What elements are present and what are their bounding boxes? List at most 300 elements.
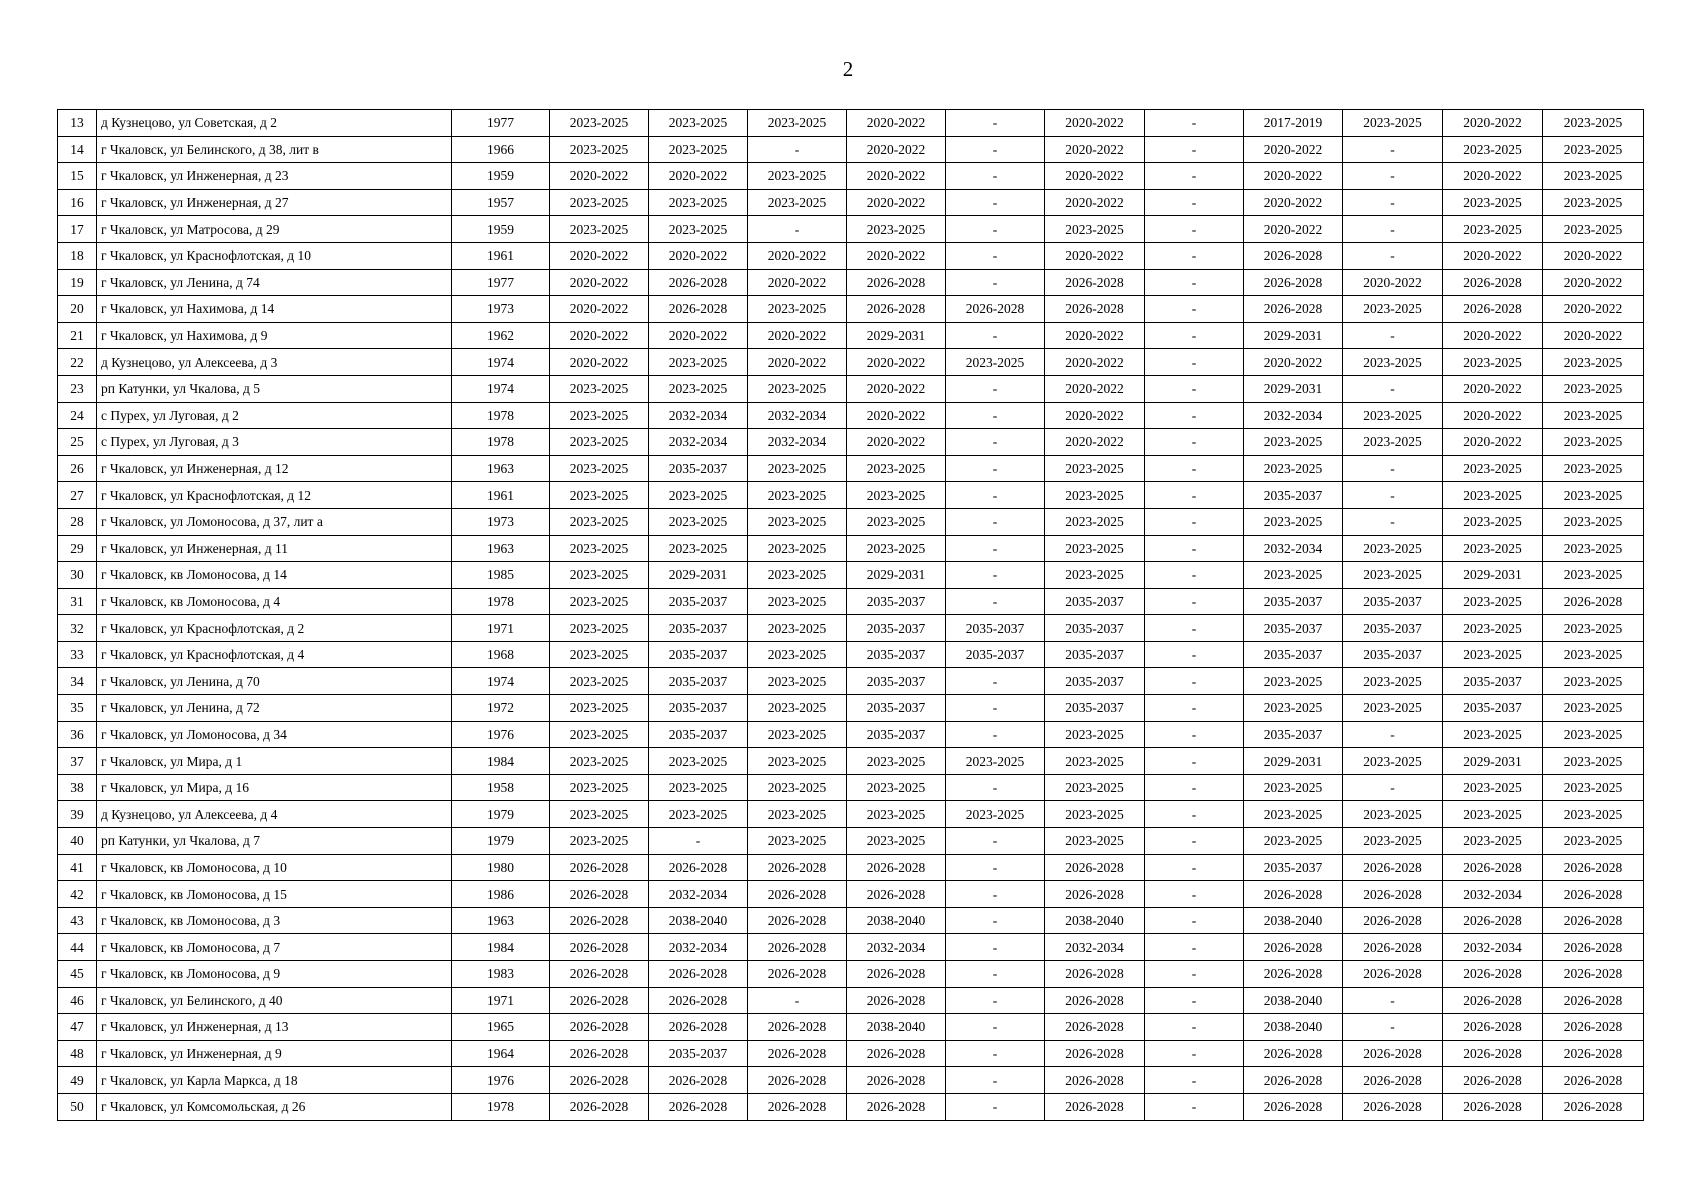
period-cell: - xyxy=(946,429,1045,456)
period-cell: 2023-2025 xyxy=(1045,828,1145,855)
period-cell: 2023-2025 xyxy=(1443,535,1543,562)
period-cell: 2026-2028 xyxy=(1543,1014,1644,1041)
period-cell: 2035-2037 xyxy=(946,615,1045,642)
table-row xyxy=(58,562,1644,589)
period-cell: 2023-2025 xyxy=(1543,774,1644,801)
period-cell: 2035-2037 xyxy=(847,668,946,695)
address-cell: г Чкаловск, кв Ломоносова, д 7 xyxy=(97,934,452,961)
period-cell: 2026-2028 xyxy=(1045,269,1145,296)
period-cell: 2029-2031 xyxy=(1443,562,1543,589)
period-cell: - xyxy=(946,721,1045,748)
period-cell: 2023-2025 xyxy=(748,588,847,615)
period-cell: - xyxy=(1343,216,1443,243)
year-cell: 1984 xyxy=(452,748,550,775)
period-cell: - xyxy=(946,269,1045,296)
year-cell: 1976 xyxy=(452,1067,550,1094)
period-cell: 2026-2028 xyxy=(1045,961,1145,988)
row-number-cell: 32 xyxy=(58,615,97,642)
period-cell: 2023-2025 xyxy=(1443,641,1543,668)
period-cell: - xyxy=(946,934,1045,961)
period-cell: 2023-2025 xyxy=(748,641,847,668)
period-cell: 2035-2037 xyxy=(847,721,946,748)
table-row xyxy=(58,216,1644,243)
period-cell: 2026-2028 xyxy=(550,987,649,1014)
address-cell: г Чкаловск, ул Ленина, д 74 xyxy=(97,269,452,296)
address-cell: д Кузнецово, ул Алексеева, д 3 xyxy=(97,349,452,376)
address-cell: г Чкаловск, ул Белинского, д 40 xyxy=(97,987,452,1014)
period-cell: - xyxy=(1145,455,1244,482)
period-cell: 2023-2025 xyxy=(1244,774,1343,801)
period-cell: - xyxy=(946,189,1045,216)
period-cell: 2023-2025 xyxy=(1244,508,1343,535)
period-cell: 2023-2025 xyxy=(1443,455,1543,482)
row-number-cell: 42 xyxy=(58,881,97,908)
table-row xyxy=(58,402,1644,429)
address-cell: г Чкаловск, ул Карла Маркса, д 18 xyxy=(97,1067,452,1094)
period-cell: 2023-2025 xyxy=(1045,535,1145,562)
period-cell: 2023-2025 xyxy=(649,748,748,775)
period-cell: - xyxy=(1145,961,1244,988)
period-cell: 2023-2025 xyxy=(550,695,649,722)
period-cell: 2023-2025 xyxy=(550,535,649,562)
period-cell: 2032-2034 xyxy=(748,402,847,429)
period-cell: - xyxy=(1343,322,1443,349)
period-cell: - xyxy=(946,508,1045,535)
address-cell: д Кузнецово, ул Алексеева, д 4 xyxy=(97,801,452,828)
period-cell: - xyxy=(946,774,1045,801)
period-cell: 2023-2025 xyxy=(1543,216,1644,243)
year-cell: 1963 xyxy=(452,455,550,482)
row-number-cell: 46 xyxy=(58,987,97,1014)
period-cell: 2023-2025 xyxy=(1343,429,1443,456)
period-cell: 2026-2028 xyxy=(1543,588,1644,615)
period-cell: 2035-2037 xyxy=(1343,615,1443,642)
period-cell: 2020-2022 xyxy=(748,242,847,269)
table-row xyxy=(58,987,1644,1014)
period-cell: 2020-2022 xyxy=(1543,269,1644,296)
period-cell: 2026-2028 xyxy=(649,1067,748,1094)
period-cell: 2026-2028 xyxy=(1343,1067,1443,1094)
period-cell: 2023-2025 xyxy=(1244,695,1343,722)
period-cell: 2035-2037 xyxy=(946,641,1045,668)
period-cell: - xyxy=(946,375,1045,402)
period-cell: 2026-2028 xyxy=(1543,1067,1644,1094)
period-cell: 2032-2034 xyxy=(847,934,946,961)
period-cell: - xyxy=(1343,375,1443,402)
year-cell: 1979 xyxy=(452,801,550,828)
period-cell: 2020-2022 xyxy=(550,322,649,349)
period-cell: 2026-2028 xyxy=(1244,881,1343,908)
period-cell: 2026-2028 xyxy=(1443,1093,1543,1120)
address-cell: рп Катунки, ул Чкалова, д 7 xyxy=(97,828,452,855)
address-cell: г Чкаловск, ул Инженерная, д 9 xyxy=(97,1040,452,1067)
period-cell: 2026-2028 xyxy=(847,961,946,988)
year-cell: 1962 xyxy=(452,322,550,349)
address-cell: г Чкаловск, ул Инженерная, д 23 xyxy=(97,163,452,190)
address-cell: г Чкаловск, ул Мира, д 16 xyxy=(97,774,452,801)
period-cell: - xyxy=(1145,269,1244,296)
period-cell: 2023-2025 xyxy=(748,508,847,535)
period-cell: 2023-2025 xyxy=(946,801,1045,828)
period-cell: 2029-2031 xyxy=(649,562,748,589)
period-cell: 2026-2028 xyxy=(1443,296,1543,323)
period-cell: 2035-2037 xyxy=(1244,482,1343,509)
period-cell: 2023-2025 xyxy=(1543,641,1644,668)
period-cell: - xyxy=(946,881,1045,908)
period-cell: 2023-2025 xyxy=(748,801,847,828)
period-cell: 2023-2025 xyxy=(649,375,748,402)
table-row xyxy=(58,774,1644,801)
period-cell: 2035-2037 xyxy=(847,695,946,722)
period-cell: - xyxy=(1145,1067,1244,1094)
period-cell: 2023-2025 xyxy=(1443,828,1543,855)
period-cell: 2023-2025 xyxy=(649,535,748,562)
period-cell: 2023-2025 xyxy=(1443,615,1543,642)
period-cell: - xyxy=(946,1093,1045,1120)
table-row xyxy=(58,508,1644,535)
period-cell: 2023-2025 xyxy=(550,216,649,243)
row-number-cell: 15 xyxy=(58,163,97,190)
period-cell: 2026-2028 xyxy=(1343,1093,1443,1120)
period-cell: 2026-2028 xyxy=(1045,1040,1145,1067)
period-cell: 2020-2022 xyxy=(1244,216,1343,243)
table-row xyxy=(58,907,1644,934)
period-cell: 2032-2034 xyxy=(1045,934,1145,961)
period-cell: 2020-2022 xyxy=(1443,110,1543,137)
row-number-cell: 21 xyxy=(58,322,97,349)
period-cell: 2020-2022 xyxy=(1045,189,1145,216)
period-cell: 2023-2025 xyxy=(1543,136,1644,163)
row-number-cell: 17 xyxy=(58,216,97,243)
period-cell: - xyxy=(1343,774,1443,801)
year-cell: 1963 xyxy=(452,907,550,934)
row-number-cell: 31 xyxy=(58,588,97,615)
period-cell: 2023-2025 xyxy=(1543,695,1644,722)
period-cell: - xyxy=(946,110,1045,137)
table-row xyxy=(58,588,1644,615)
period-cell: 2026-2028 xyxy=(847,296,946,323)
period-cell: 2023-2025 xyxy=(748,482,847,509)
year-cell: 1978 xyxy=(452,588,550,615)
period-cell: 2023-2025 xyxy=(748,695,847,722)
period-cell: 2035-2037 xyxy=(649,455,748,482)
period-cell: 2038-2040 xyxy=(1045,907,1145,934)
year-cell: 1978 xyxy=(452,1093,550,1120)
row-number-cell: 14 xyxy=(58,136,97,163)
period-cell: 2020-2022 xyxy=(1443,242,1543,269)
period-cell: - xyxy=(1145,429,1244,456)
period-cell: 2023-2025 xyxy=(847,482,946,509)
period-cell: - xyxy=(1145,322,1244,349)
period-cell: 2023-2025 xyxy=(748,163,847,190)
period-cell: 2026-2028 xyxy=(748,934,847,961)
period-cell: 2020-2022 xyxy=(550,296,649,323)
period-cell: 2020-2022 xyxy=(1045,402,1145,429)
period-cell: 2023-2025 xyxy=(1543,375,1644,402)
period-cell: - xyxy=(946,535,1045,562)
period-cell: 2023-2025 xyxy=(550,828,649,855)
table-row xyxy=(58,934,1644,961)
period-cell: 2023-2025 xyxy=(748,375,847,402)
year-cell: 1957 xyxy=(452,189,550,216)
address-cell: г Чкаловск, ул Инженерная, д 11 xyxy=(97,535,452,562)
period-cell: 2020-2022 xyxy=(550,269,649,296)
period-cell: 2026-2028 xyxy=(847,1093,946,1120)
period-cell: 2023-2025 xyxy=(1343,296,1443,323)
period-cell: - xyxy=(1145,242,1244,269)
period-cell: 2026-2028 xyxy=(1343,934,1443,961)
period-cell: 2023-2025 xyxy=(1343,562,1443,589)
period-cell: 2020-2022 xyxy=(1045,242,1145,269)
period-cell: - xyxy=(1145,854,1244,881)
period-cell: 2023-2025 xyxy=(1443,482,1543,509)
period-cell: 2023-2025 xyxy=(1543,429,1644,456)
year-cell: 1973 xyxy=(452,296,550,323)
period-cell: 2023-2025 xyxy=(1244,429,1343,456)
period-cell: 2035-2037 xyxy=(847,588,946,615)
period-cell: 2026-2028 xyxy=(1543,907,1644,934)
period-cell: 2023-2025 xyxy=(847,508,946,535)
period-cell: 2038-2040 xyxy=(1244,987,1343,1014)
period-cell: - xyxy=(1145,296,1244,323)
year-cell: 1965 xyxy=(452,1014,550,1041)
period-cell: - xyxy=(1145,189,1244,216)
period-cell: - xyxy=(1145,641,1244,668)
period-cell: 2035-2037 xyxy=(1443,668,1543,695)
period-cell: 2032-2034 xyxy=(649,429,748,456)
period-cell: 2023-2025 xyxy=(1443,774,1543,801)
row-number-cell: 41 xyxy=(58,854,97,881)
period-cell: 2026-2028 xyxy=(550,1014,649,1041)
period-cell: 2023-2025 xyxy=(748,668,847,695)
table-row xyxy=(58,695,1644,722)
period-cell: 2026-2028 xyxy=(1443,961,1543,988)
period-cell: 2023-2025 xyxy=(1343,402,1443,429)
period-cell: 2026-2028 xyxy=(748,1040,847,1067)
schedule-table xyxy=(57,109,1644,1121)
period-cell: 2020-2022 xyxy=(649,163,748,190)
row-number-cell: 50 xyxy=(58,1093,97,1120)
period-cell: 2023-2025 xyxy=(1543,721,1644,748)
period-cell: 2026-2028 xyxy=(1045,1067,1145,1094)
period-cell: 2023-2025 xyxy=(748,110,847,137)
period-cell: 2023-2025 xyxy=(1244,801,1343,828)
period-cell: - xyxy=(946,163,1045,190)
period-cell: 2020-2022 xyxy=(649,322,748,349)
period-cell: - xyxy=(1145,402,1244,429)
period-cell: - xyxy=(1145,828,1244,855)
period-cell: 2023-2025 xyxy=(649,136,748,163)
period-cell: 2026-2028 xyxy=(550,854,649,881)
period-cell: 2032-2034 xyxy=(1244,535,1343,562)
period-cell: 2020-2022 xyxy=(1244,163,1343,190)
period-cell: - xyxy=(946,987,1045,1014)
row-number-cell: 36 xyxy=(58,721,97,748)
year-cell: 1961 xyxy=(452,482,550,509)
period-cell: - xyxy=(1343,163,1443,190)
table-row xyxy=(58,455,1644,482)
row-number-cell: 40 xyxy=(58,828,97,855)
row-number-cell: 23 xyxy=(58,375,97,402)
period-cell: 2032-2034 xyxy=(649,881,748,908)
period-cell: 2023-2025 xyxy=(1443,588,1543,615)
period-cell: - xyxy=(1145,1014,1244,1041)
period-cell: 2023-2025 xyxy=(1543,455,1644,482)
period-cell: 2029-2031 xyxy=(847,562,946,589)
period-cell: - xyxy=(946,216,1045,243)
period-cell: 2026-2028 xyxy=(550,907,649,934)
period-cell: 2023-2025 xyxy=(1543,402,1644,429)
period-cell: 2023-2025 xyxy=(748,748,847,775)
period-cell: 2023-2025 xyxy=(1543,482,1644,509)
period-cell: 2035-2037 xyxy=(649,588,748,615)
period-cell: - xyxy=(1145,1040,1244,1067)
row-number-cell: 34 xyxy=(58,668,97,695)
address-cell: г Чкаловск, ул Ленина, д 72 xyxy=(97,695,452,722)
period-cell: - xyxy=(1343,721,1443,748)
period-cell: - xyxy=(1145,615,1244,642)
period-cell: 2020-2022 xyxy=(1443,402,1543,429)
row-number-cell: 48 xyxy=(58,1040,97,1067)
period-cell: 2020-2022 xyxy=(847,189,946,216)
period-cell: 2023-2025 xyxy=(1045,774,1145,801)
period-cell: 2023-2025 xyxy=(550,721,649,748)
period-cell: - xyxy=(946,1067,1045,1094)
period-cell: 2023-2025 xyxy=(1443,189,1543,216)
period-cell: 2023-2025 xyxy=(748,296,847,323)
period-cell: 2023-2025 xyxy=(550,641,649,668)
table-row xyxy=(58,961,1644,988)
period-cell: 2026-2028 xyxy=(1343,881,1443,908)
period-cell: 2026-2028 xyxy=(1244,934,1343,961)
period-cell: - xyxy=(1145,508,1244,535)
period-cell: 2035-2037 xyxy=(1244,588,1343,615)
period-cell: 2035-2037 xyxy=(649,668,748,695)
period-cell: 2023-2025 xyxy=(550,562,649,589)
period-cell: - xyxy=(946,1040,1045,1067)
period-cell: 2035-2037 xyxy=(649,615,748,642)
period-cell: 2023-2025 xyxy=(649,508,748,535)
period-cell: 2023-2025 xyxy=(649,189,748,216)
period-cell: 2023-2025 xyxy=(550,429,649,456)
table-row xyxy=(58,296,1644,323)
period-cell: 2023-2025 xyxy=(748,615,847,642)
period-cell: 2026-2028 xyxy=(649,987,748,1014)
address-cell: с Пурех, ул Луговая, д 3 xyxy=(97,429,452,456)
period-cell: 2026-2028 xyxy=(1244,242,1343,269)
period-cell: 2023-2025 xyxy=(1343,695,1443,722)
period-cell: 2032-2034 xyxy=(748,429,847,456)
period-cell: 2026-2028 xyxy=(649,296,748,323)
period-cell: 2023-2025 xyxy=(1244,562,1343,589)
table-row xyxy=(58,1014,1644,1041)
period-cell: 2023-2025 xyxy=(1343,828,1443,855)
period-cell: 2029-2031 xyxy=(1244,375,1343,402)
period-cell: 2023-2025 xyxy=(748,455,847,482)
period-cell: 2023-2025 xyxy=(1543,163,1644,190)
period-cell: 2026-2028 xyxy=(1443,269,1543,296)
period-cell: 2023-2025 xyxy=(748,721,847,748)
period-cell: 2026-2028 xyxy=(847,1040,946,1067)
year-cell: 1976 xyxy=(452,721,550,748)
period-cell: 2023-2025 xyxy=(1343,668,1443,695)
address-cell: г Чкаловск, ул Матросова, д 29 xyxy=(97,216,452,243)
address-cell: г Чкаловск, ул Ломоносова, д 34 xyxy=(97,721,452,748)
period-cell: 2020-2022 xyxy=(748,322,847,349)
period-cell: 2020-2022 xyxy=(649,242,748,269)
period-cell: 2023-2025 xyxy=(550,748,649,775)
period-cell: 2026-2028 xyxy=(847,881,946,908)
period-cell: 2026-2028 xyxy=(1443,987,1543,1014)
period-cell: 2035-2037 xyxy=(1443,695,1543,722)
period-cell: 2023-2025 xyxy=(649,349,748,376)
period-cell: 2023-2025 xyxy=(550,588,649,615)
period-cell: - xyxy=(1145,881,1244,908)
table-row xyxy=(58,641,1644,668)
period-cell: 2023-2025 xyxy=(649,482,748,509)
period-cell: 2026-2028 xyxy=(1443,1040,1543,1067)
period-cell: 2029-2031 xyxy=(1244,322,1343,349)
period-cell: 2026-2028 xyxy=(550,1040,649,1067)
year-cell: 1966 xyxy=(452,136,550,163)
table-row xyxy=(58,721,1644,748)
period-cell: 2023-2025 xyxy=(649,774,748,801)
period-cell: 2023-2025 xyxy=(1343,535,1443,562)
table-row xyxy=(58,881,1644,908)
period-cell: - xyxy=(1343,242,1443,269)
period-cell: - xyxy=(946,562,1045,589)
period-cell: 2023-2025 xyxy=(1443,801,1543,828)
period-cell: 2026-2028 xyxy=(1343,961,1443,988)
period-cell: 2020-2022 xyxy=(1443,163,1543,190)
period-cell: 2026-2028 xyxy=(1543,934,1644,961)
period-cell: 2035-2037 xyxy=(1343,641,1443,668)
period-cell: 2026-2028 xyxy=(847,1067,946,1094)
period-cell: 2032-2034 xyxy=(649,934,748,961)
table-row xyxy=(58,242,1644,269)
period-cell: 2026-2028 xyxy=(1045,987,1145,1014)
period-cell: - xyxy=(946,588,1045,615)
year-cell: 1974 xyxy=(452,668,550,695)
period-cell: 2026-2028 xyxy=(1045,854,1145,881)
year-cell: 1968 xyxy=(452,641,550,668)
period-cell: 2023-2025 xyxy=(847,455,946,482)
row-number-cell: 43 xyxy=(58,907,97,934)
period-cell: 2020-2022 xyxy=(1244,349,1343,376)
address-cell: г Чкаловск, кв Ломоносова, д 3 xyxy=(97,907,452,934)
address-cell: г Чкаловск, ул Инженерная, д 12 xyxy=(97,455,452,482)
period-cell: 2023-2025 xyxy=(1443,721,1543,748)
period-cell: - xyxy=(1343,136,1443,163)
period-cell: 2023-2025 xyxy=(847,216,946,243)
address-cell: г Чкаловск, ул Краснофлотская, д 4 xyxy=(97,641,452,668)
period-cell: - xyxy=(1343,508,1443,535)
address-cell: рп Катунки, ул Чкалова, д 5 xyxy=(97,375,452,402)
period-cell: - xyxy=(1145,695,1244,722)
address-cell: г Чкаловск, ул Комсомольская, д 26 xyxy=(97,1093,452,1120)
period-cell: 2023-2025 xyxy=(1343,110,1443,137)
period-cell: - xyxy=(946,668,1045,695)
year-cell: 1959 xyxy=(452,163,550,190)
period-cell: 2023-2025 xyxy=(1045,216,1145,243)
table-row xyxy=(58,1067,1644,1094)
table-row xyxy=(58,668,1644,695)
period-cell: 2023-2025 xyxy=(1543,801,1644,828)
period-cell: 2023-2025 xyxy=(946,349,1045,376)
period-cell: - xyxy=(946,242,1045,269)
schedule-body xyxy=(58,110,1644,1121)
period-cell: 2026-2028 xyxy=(1443,1014,1543,1041)
